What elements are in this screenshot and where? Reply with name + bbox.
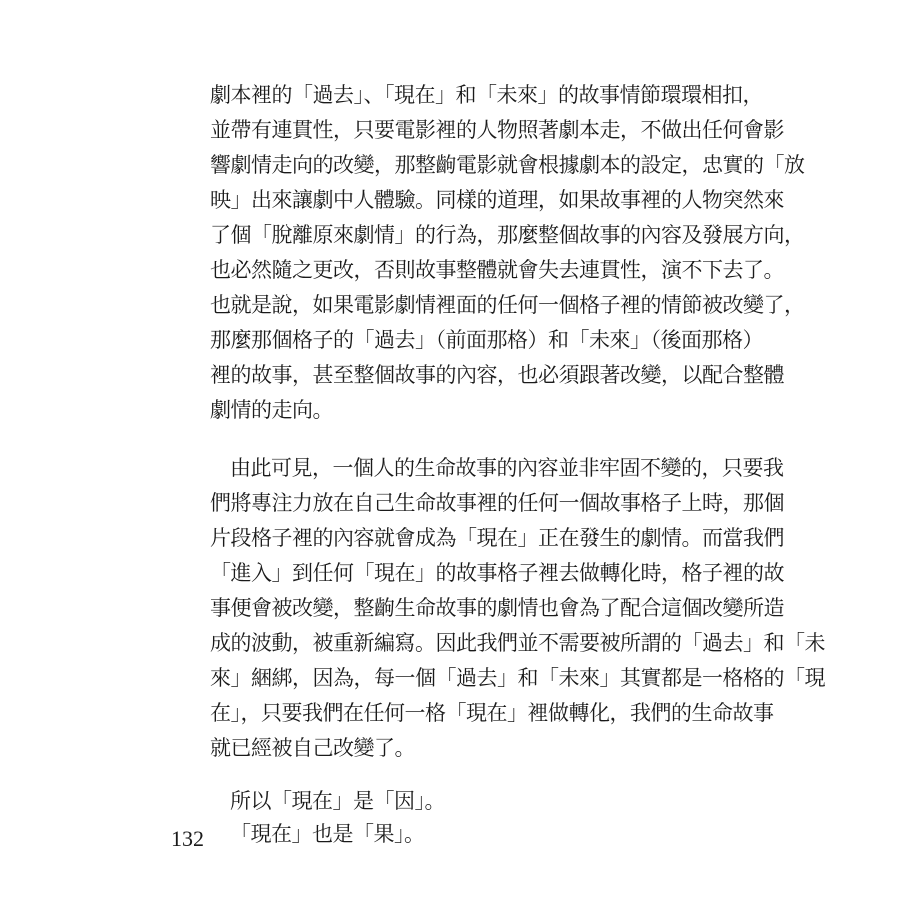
text-line: 「進入」到任何「現在」的故事格子裡去做轉化時，格子裡的故: [210, 561, 784, 585]
text-line: 就已經被自己改變了。: [210, 736, 415, 760]
text-line: 成的波動，被重新編寫。因此我們並不需要被所謂的「過去」和「未: [210, 631, 825, 655]
text-line: 響劇情走向的改變，那整齣電影就會根據劇本的設定，忠實的「放: [210, 153, 805, 177]
text-line: 來」綑綁，因為，每一個「過去」和「未來」其實都是一格格的「現: [210, 666, 825, 690]
text-line: 片段格子裡的內容就會成為「現在」正在發生的劇情。而當我們: [210, 526, 784, 550]
text-line: 所以「現在」是「因」。: [230, 789, 445, 813]
text-line: 由此可見，一個人的生命故事的內容並非牢固不變的，只要我: [230, 456, 784, 480]
text-line: 在」，只要我們在任何一格「現在」裡做轉化，我們的生命故事: [210, 701, 774, 725]
text-line: 們將專注力放在自己生命故事裡的任何一個故事格子上時，那個: [210, 491, 784, 515]
text-line: 裡的故事，甚至整個故事的內容，也必須跟著改變，以配合整體: [210, 363, 784, 387]
page-number: 132: [171, 826, 204, 851]
text-line: 映」出來讓劇中人體驗。同樣的道理，如果故事裡的人物突然來: [210, 188, 784, 212]
text-line: 劇本裡的「過去」、「現在」和「未來」的故事情節環環相扣，: [210, 83, 763, 107]
text-line: 也就是說，如果電影劇情裡面的任何一個格子裡的情節被改變了，: [210, 293, 805, 317]
text-line: 那麼那個格子的「過去」（前面那格）和「未來」（後面那格）: [210, 328, 763, 352]
text-line: 並帶有連貫性，只要電影裡的人物照著劇本走，不做出任何會影: [210, 118, 784, 142]
text-line: 事便會被改變，整齣生命故事的劇情也會為了配合這個改變所造: [210, 596, 784, 620]
text-line: 劇情的走向。: [210, 398, 333, 422]
text-line: 「現在」也是「果」。: [230, 822, 425, 846]
text-line: 也必然隨之更改，否則故事整體就會失去連貫性，演不下去了。: [210, 258, 784, 282]
text-line: 了個「脫離原來劇情」的行為，那麼整個故事的內容及發展方向，: [210, 223, 805, 247]
